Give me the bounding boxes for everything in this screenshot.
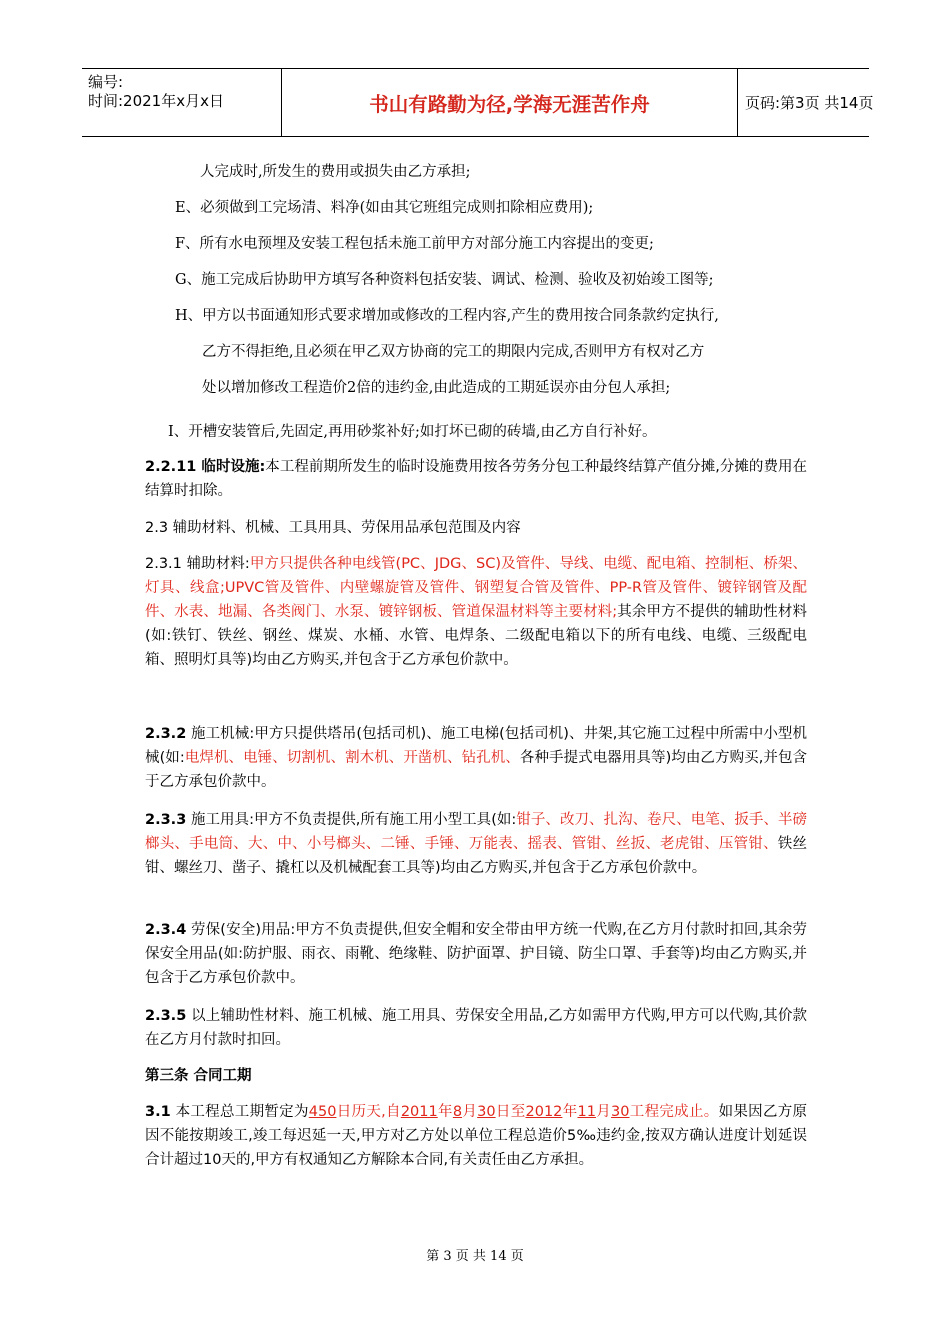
article-3-heading: 第三条 合同工期 — [145, 1068, 252, 1084]
clause-e: E、必须做到工完场清、料净(如由其它班组完成则扣除相应费用); — [175, 200, 594, 216]
red-text: 钳子、改刀、扎沟、卷尺、电笔、扳手、半磅榔头、手电筒、大、中、小号榔头、二锤、手锤、万能表、摇表、管钳、丝扳、老虎钳、压管钳、 — [145, 812, 808, 852]
clause-f: F、所有水电预埋及安装工程包括未施工前甲方对部分施工内容提出的变更; — [175, 236, 654, 252]
section-2-3-1: 2.3.1 辅助材料:甲方只提供各种电线管(PC、JDG、SC)及管件、导线、电缆、配电箱、控制柜、桥架、灯具、线盒;UPVC管及管件、内壁螺旋管及管件、钢塑复合管及管件、PP-R管及管件、镀锌钢管及配件、水表、地漏、各类阀门、水泵、镀锌钢板、管道保温材料等主要材料;其余甲方不提供的辅助性材料(如:铁钉、铁丝、钢丝、煤炭、水桶、水管、电焊条、二级配电箱以下的所有电线、电缆、三级配电箱、照明灯具等)均由乙方购买,并包含于乙方承包价款中。 — [145, 556, 808, 668]
section-2-3: 2.3 辅助材料、机械、工具用具、劳保用品承包范围及内容 — [145, 520, 521, 536]
red-text: 甲方只提供各种电线管(PC、JDG、SC)及管件、导线、电缆、配电箱、控制柜、桥架、灯具、线盒;UPVC管及管件、内壁螺旋管及管件、钢塑复合管及管件、PP-R管及管件、镀锌钢管及配件、水表、地漏、各类阀门、水泵、镀锌钢板、管道保温材料等主要材料; — [145, 556, 808, 620]
section-3-1: 3.1 本工程总工期暂定为450日历天,自2011年8月30日至2012年11月30工程完成止。如果因乙方原因不能按期竣工,竣工每迟延一天,甲方对乙方处以单位工程总造价5‰违约金,按双方确认进度计划延误合计超过10天的,甲方有权通知乙方解除本合同,有关责任由乙方承担。 — [145, 1104, 808, 1168]
section-2-3-4: 2.3.4 劳保(安全)用品:甲方不负责提供,但安全帽和安全带由甲方统一代购,在乙方月付款时扣回,其余劳保安全用品(如:防护服、雨衣、雨靴、绝缘鞋、防护面罩、护目镜、防尘口罩、手套等)均由乙方购买,并包含于乙方承包价款中。 — [145, 922, 808, 986]
section-2-3-5: 2.3.5 以上辅助性材料、施工机械、施工用具、劳保安全用品,乙方如需甲方代购,甲方可以代购,其价款在乙方月付款时扣回。 — [145, 1008, 808, 1048]
section-2-3-3: 2.3.3 施工用具:甲方不负责提供,所有施工用小型工具(如:钳子、改刀、扎沟、卷尺、电笔、扳手、半磅榔头、手电筒、大、中、小号榔头、二锤、手锤、万能表、摇表、管钳、丝扳、老虎钳、压管钳、铁丝钳、螺丝刀、凿子、撬杠以及机械配套工具等)均由乙方购买,并包含于乙方承包价款中。 — [145, 812, 808, 876]
doc-date-label: 时间:2021年x月x日 — [88, 92, 224, 110]
clause-h-line1: H、甲方以书面通知形式要求增加或修改的工程内容,产生的费用按合同条款约定执行, — [175, 308, 719, 324]
red-text: 电焊机、电锤、切割机、割木机、开凿机、钻孔机、 — [184, 750, 520, 766]
section-2-2-11: 2.2.11 临时设施:本工程前期所发生的临时设施费用按各劳务分包工种最终结算产值分摊,分摊的费用在结算时扣除。 — [145, 459, 807, 499]
clause-h-line2: 乙方不得拒绝,且必须在甲乙双方协商的完工的期限内完成,否则甲方有权对乙方 — [202, 344, 705, 360]
clause-g: G、施工完成后协助甲方填写各种资料包括安装、调试、检测、验收及初始竣工图等; — [175, 272, 714, 288]
clause-d-continued: 人完成时,所发生的费用或损失由乙方承担; — [200, 164, 471, 180]
section-heading: 2.2.11 临时设施: — [145, 459, 266, 475]
section-2-3-2: 2.3.2 施工机械:甲方只提供塔吊(包括司机)、施工电梯(包括司机)、井架,其它施工过程中所需中小型机械(如:电焊机、电锤、切割机、割木机、开凿机、钻孔机、各种手提式电器用具等)均由乙方购买,并包含于乙方承包价款中。 — [145, 726, 808, 790]
header-table — [82, 68, 874, 137]
header-page-info: 页码:第3页 共14页 — [745, 94, 874, 112]
clause-i: I、开槽安装管后,先固定,再用砂浆补好;如打坏已砌的砖墙,由乙方自行补好。 — [168, 424, 657, 440]
doc-number-label: 编号: — [88, 73, 124, 91]
page-footer: 第 3 页 共 14 页 — [426, 1249, 524, 1264]
clause-h-line3: 处以增加修改工程造价2倍的违约金,由此造成的工期延误亦由分包人承担; — [202, 380, 671, 396]
header-motto: 书山有路勤为径,学海无涯苦作舟 — [282, 69, 738, 136]
header-info-cell — [82, 69, 282, 136]
